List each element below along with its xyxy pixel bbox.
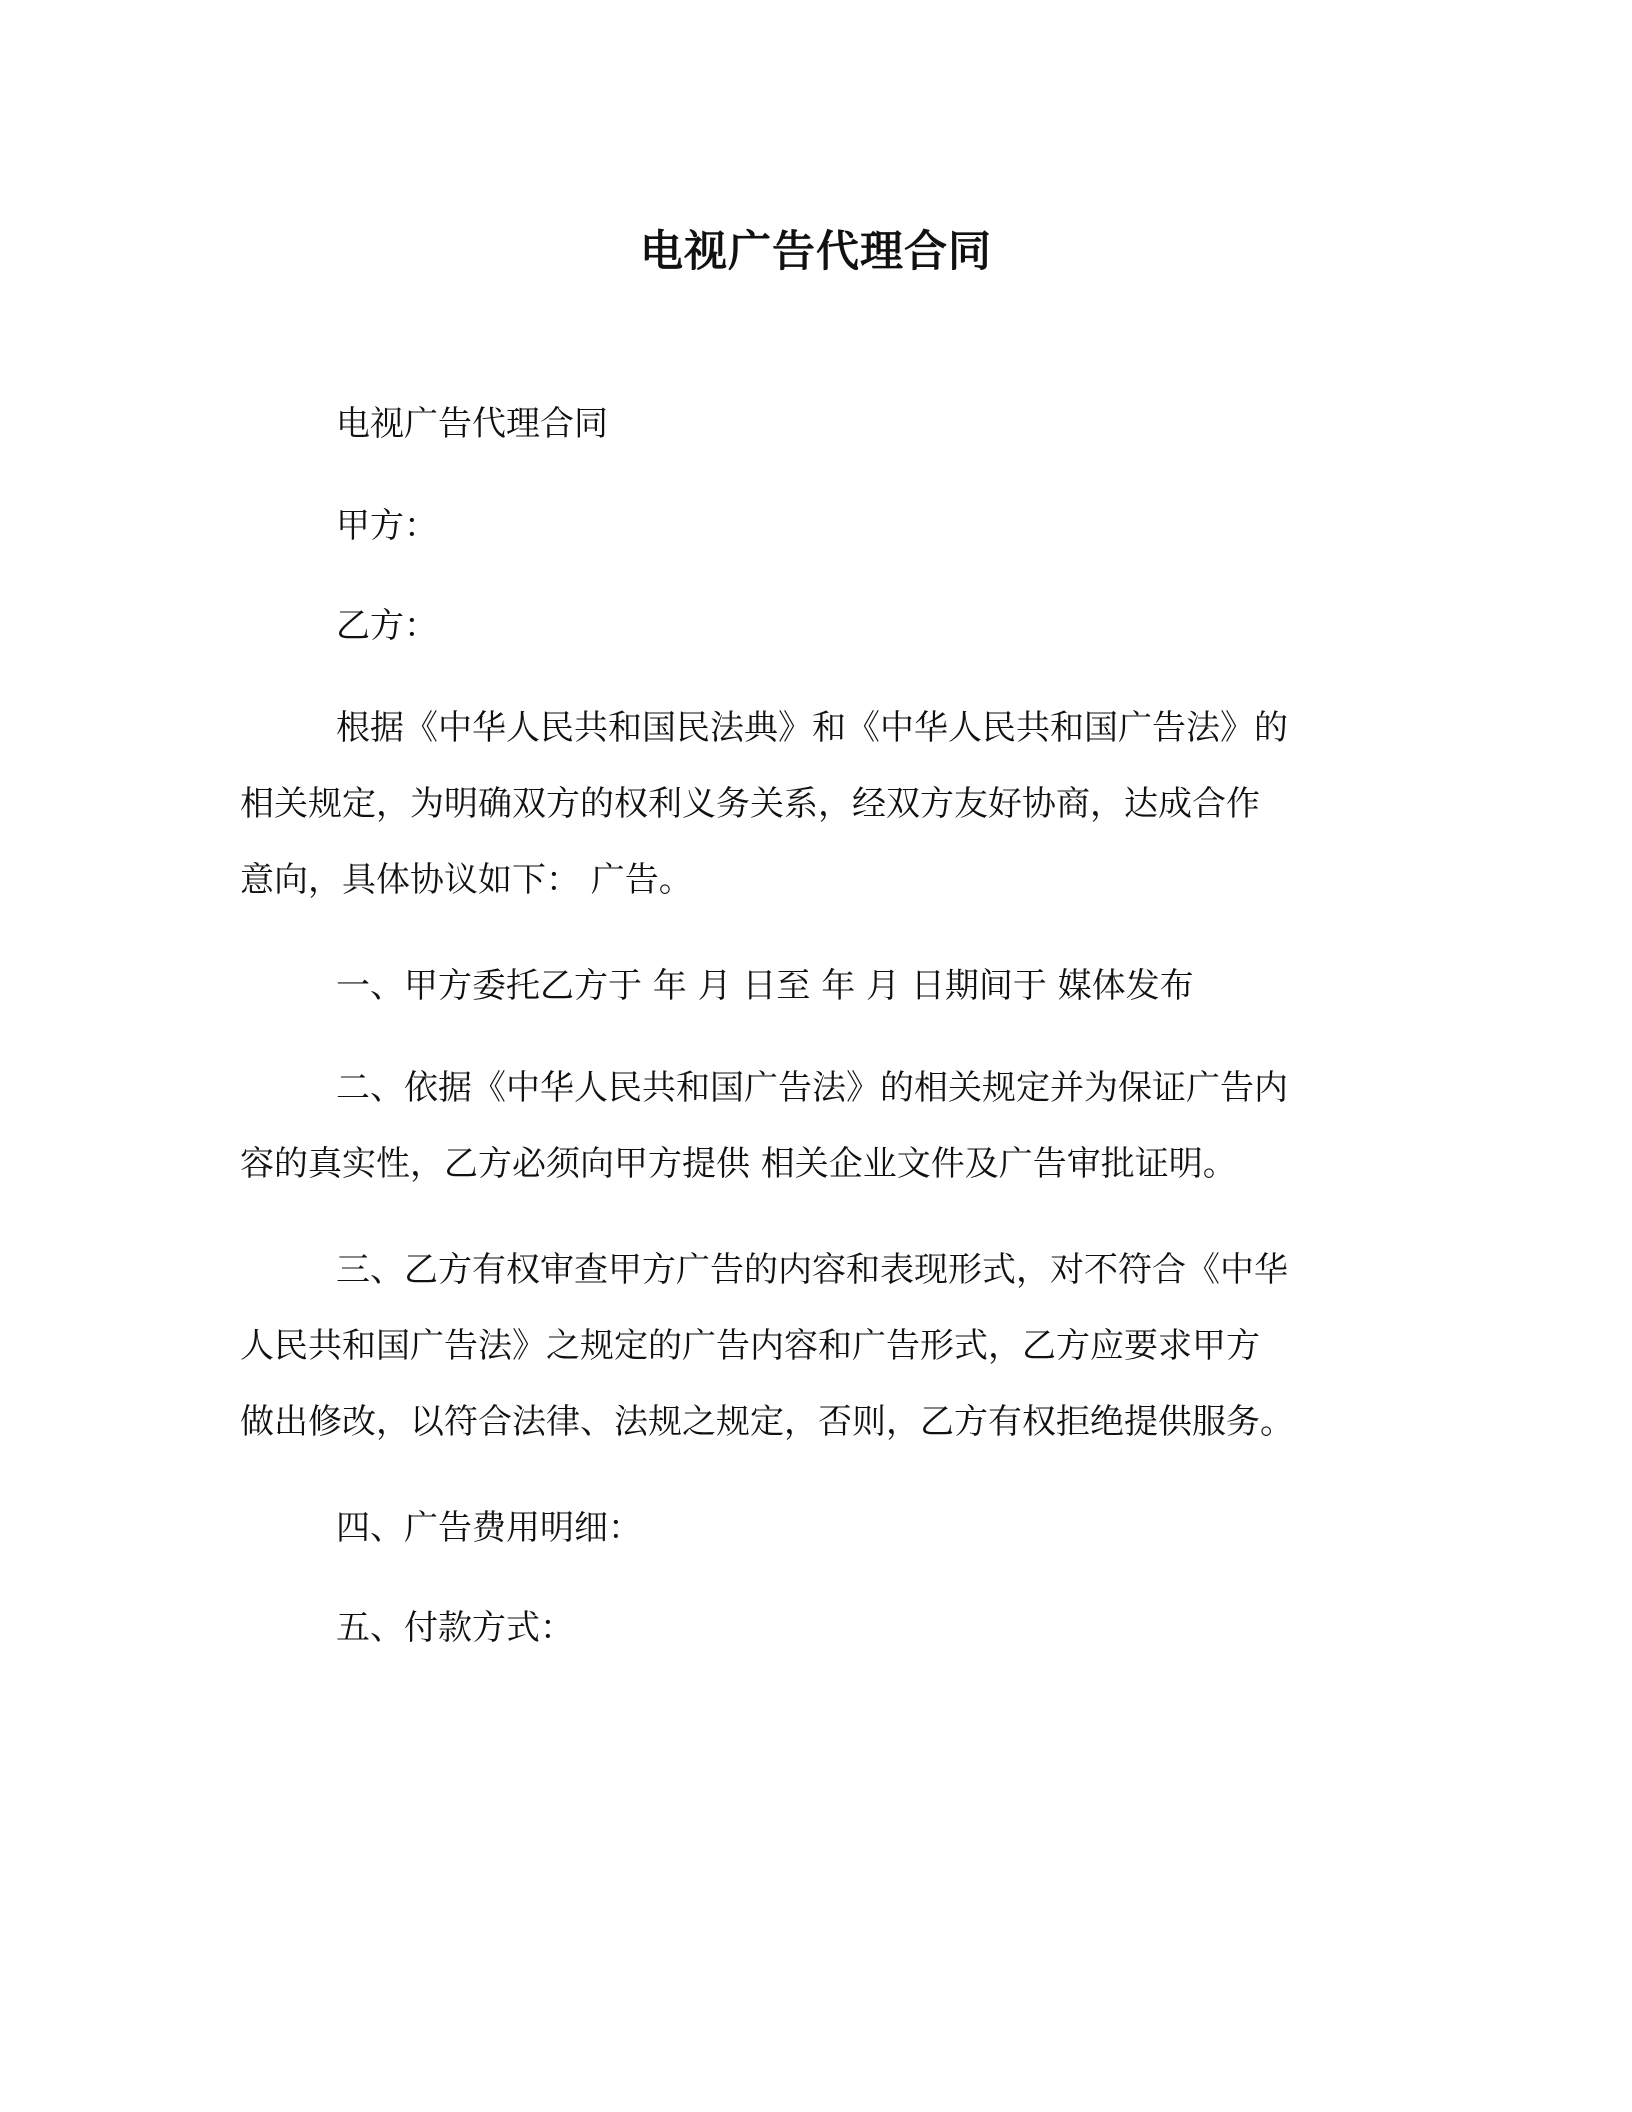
clause-3-paragraph	[240, 1232, 1390, 1460]
intro-paragraph	[240, 690, 1390, 918]
clause-2-line-2: 容的真实性，乙方必须向甲方提供 相关企业文件及广告审批证明。	[240, 1144, 1237, 1184]
clause-4: 四、广告费用明细：	[336, 1508, 642, 1548]
clause-3-line-2: 人民共和国广告法》之规定的广告内容和广告形式，乙方应要求甲方	[240, 1326, 1260, 1366]
intro-line-2: 相关规定，为明确双方的权利义务关系，经双方友好协商，达成合作	[240, 784, 1260, 824]
clause-2-paragraph	[240, 1050, 1390, 1202]
document-heading: 电视广告代理合同	[336, 404, 608, 444]
document-title: 电视广告代理合同	[640, 227, 992, 277]
clause-2-line-1: 二、依据《中华人民共和国广告法》的相关规定并为保证广告内	[336, 1068, 1288, 1108]
clause-5: 五、付款方式：	[336, 1608, 574, 1648]
party-b-line: 乙方：	[336, 606, 438, 646]
party-a-line: 甲方：	[336, 506, 438, 546]
clause-3-line-3: 做出修改，以符合法律、法规之规定，否则，乙方有权拒绝提供服务。	[240, 1402, 1294, 1442]
intro-line-3: 意向，具体协议如下： 广告。	[240, 860, 693, 900]
intro-line-1: 根据《中华人民共和国民法典》和《中华人民共和国广告法》的	[336, 708, 1288, 748]
clause-3-line-1: 三、乙方有权审查甲方广告的内容和表现形式，对不符合《中华	[336, 1250, 1288, 1290]
clause-1: 一、甲方委托乙方于 年 月 日至 年 月 日期间于 媒体发布	[336, 966, 1194, 1006]
